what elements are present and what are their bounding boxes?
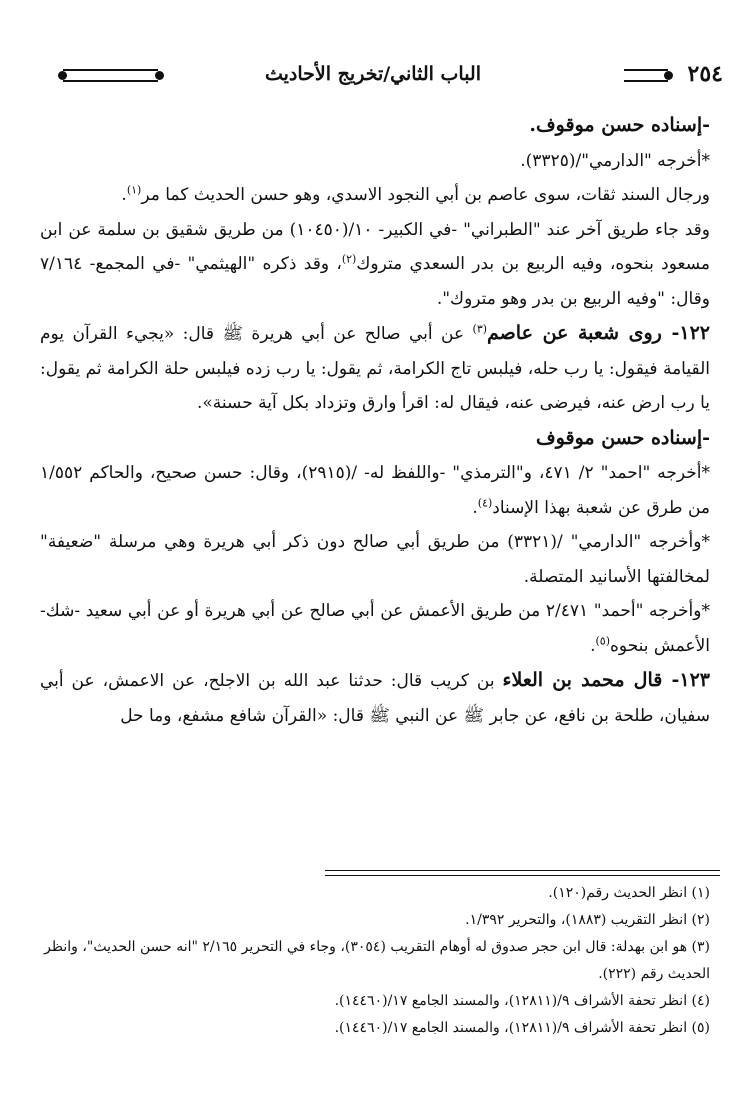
footnote-rule [325, 875, 720, 876]
running-header [28, 58, 723, 90]
footnote: (٥) انظر تحفة الأشراف ٩/(١٢٨١١)، والمسند الجامع ١٧/(١٤٤٦٠). [334, 1020, 710, 1036]
header-ornament-dot [664, 71, 673, 80]
footnote-ref: (٥) [595, 633, 610, 647]
paragraph: -إسناده حسن موقوف. [529, 114, 710, 136]
footnotes [40, 880, 710, 1042]
header-ornament-dot [58, 71, 67, 80]
footnote: (١) انظر الحديث رقم(١٢٠). [548, 885, 710, 901]
paragraph: *أخرجه "الدارمي"/(٣٣٢٥). [520, 150, 710, 171]
paragraph: وقد جاء طريق آخر عند "الطبراني" -في الكبير- ١٠/(١٠٤٥٠) من طريق شقيق بن سلمة عن ابن مسعود بنحوه، وفيه الربيع بن بدر السعدي متروك$^{(٢)}$، وقد ذكره "الهيثمي" -في المجمع- ٧/١٦٤ وقال: "وفيه الربيع بن بدر وهو متروك". [40, 219, 710, 309]
main-text [40, 108, 710, 733]
header-ornament-rule [624, 69, 668, 82]
paragraph: *وأخرجه "أحمد" ٢/٤٧١ من طريق الأعمش عن أبي صالح عن أبي هريرة أو عن أبي سعيد -شك- الأعمش بنحوه$^{(٥)}$. [40, 601, 710, 656]
chapter-title: الباب الثاني/تخريج الأحاديث [264, 63, 481, 85]
footnote-ref: (١) [126, 183, 142, 197]
footnote: (٣) هو ابن بهدلة: قال ابن حجر صدوق له أوهام التقريب (٣٠٥٤)، وجاء في التحرير ٢/١٦٥ "انه حسن الحديث"، وانظر الحديث رقم (٢٢٢). [44, 939, 710, 982]
page-number: ٢٥٤ [687, 61, 723, 87]
footnote-rule [325, 870, 720, 871]
paragraph: ورجال السند ثقات، سوى عاصم بن أبي النجود الاسدي، وهو حسن الحديث كما مر$^{(١)}$. [121, 183, 710, 205]
paragraph: *أخرجه "احمد" ٢/ ٤٧١، و"الترمذي" -واللفظ له- /(٢٩١٥)، وقال: حسن صحيح، والحاكم ١/٥٥٢ من طرق عن شعبة بهذا الإسناد$^{(٤)}$. [40, 463, 710, 518]
footnote-ref: (٢) [341, 252, 357, 266]
hadith-entry: ١٢٢- روى شعبة عن عاصم$^{(٣)}$ عن أبي صالح عن أبي هريرة ﷺ قال: «يجيء القرآن يوم القيامة فيقول: يا رب حله، فيلبس تاج الكرامة، ثم يقول: يا رب زده فيلبس حلة الكرامة ثم يقول: يا رب ارض عنه، فيرضى عنه، فيقال له: اقرأ وارق وتزداد بكل آية حسنة». [40, 322, 711, 413]
footnote: (٤) انظر تحفة الأشراف ٩/(١٢٨١١)، والمسند الجامع ١٧/(١٤٤٦٠). [334, 993, 710, 1009]
footnote: (٢) انظر التقريب (١٨٨٣)، والتحرير ١/٣٩٢. [465, 912, 710, 928]
footnote-ref: (٤) [477, 495, 493, 509]
hadith-entry: ١٢٣- قال محمد بن العلاء بن كريب قال: حدثنا عبد الله بن الاجلح، عن الاعمش، عن أبي سفيان، طلحة بن نافع، عن جابر ﷺ عن النبي ﷺ قال: «القرآن شافع مشفع، وما حل [40, 669, 710, 726]
paragraph: -إسناده حسن موقوف [536, 426, 710, 449]
header-ornament-rule [63, 69, 158, 82]
paragraph: *وأخرجه "الدارمي" /(٣٣٢١) من طريق أبي صالح دون ذكر أبي هريرة وهي مرسلة "ضعيفة" لمخالفتها الأسانيد المتصلة. [40, 532, 710, 587]
footnote-ref: (٣) [472, 322, 488, 336]
